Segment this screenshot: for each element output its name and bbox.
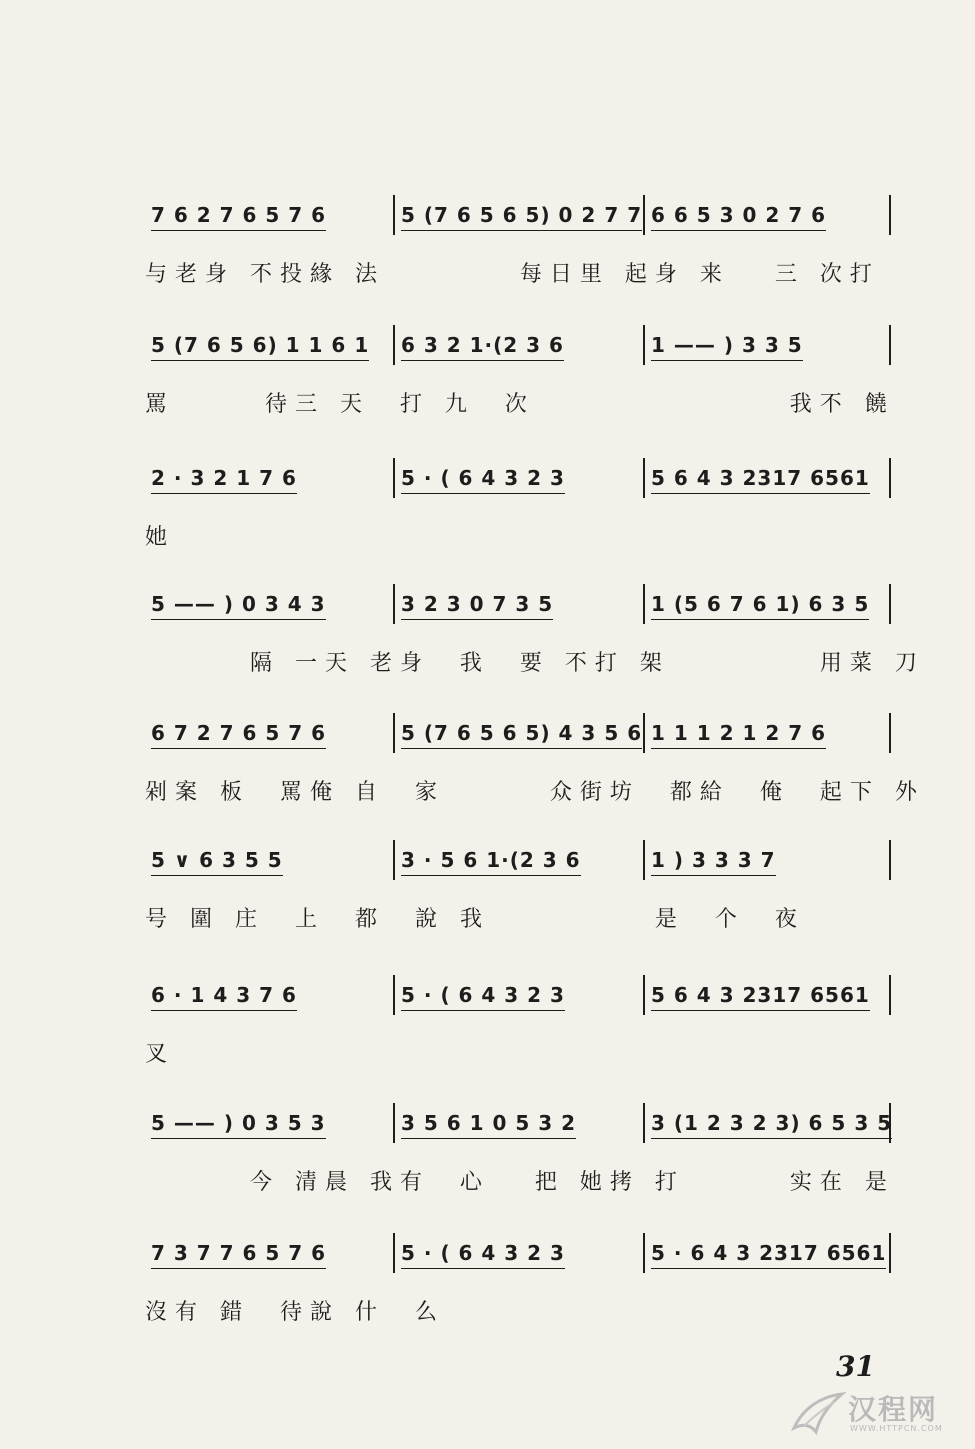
watermark-brand: 汉程网 <box>848 1393 939 1426</box>
notes: 5 ∨ 6 3 5 5 <box>151 848 283 872</box>
score-system <box>145 325 895 427</box>
measure <box>395 458 645 498</box>
measure <box>395 195 645 235</box>
notes: 7 3 7 7 6 5 7 6 <box>151 1241 327 1265</box>
notation-line <box>145 325 895 387</box>
measure <box>395 1233 645 1273</box>
measure <box>145 840 395 880</box>
notes: 1 —— ) 3 3 5 <box>651 333 803 357</box>
measure <box>645 840 891 880</box>
notes: 5 (7 6 5 6) 1 1 6 1 <box>151 333 370 357</box>
notes: 5 · ( 6 4 3 2 3 <box>401 466 565 490</box>
notes: 3 (1 2 3 2 3) 6 5 3 5 <box>651 1111 893 1135</box>
bird-logo-icon <box>790 1388 846 1440</box>
notes: 3 2 3 0 7 3 5 <box>401 592 554 616</box>
lyrics-line: 今 清晨 我有 心 把 她拷 打 实在 是 <box>145 1170 895 1195</box>
measure <box>645 195 891 235</box>
score-system <box>145 195 895 297</box>
score-system <box>145 1103 895 1205</box>
lyrics-line: 她 <box>145 525 176 550</box>
notation-line <box>145 1233 895 1295</box>
lyrics-line: 沒有 錯 待說 什 么 <box>145 1300 445 1325</box>
score-system <box>145 584 925 686</box>
score-system <box>145 458 895 560</box>
measure <box>145 458 395 498</box>
notes: 5 6 4 3 2317 6561 <box>651 983 870 1007</box>
notation-line <box>145 713 895 775</box>
measure <box>645 1103 891 1143</box>
measure <box>145 975 395 1015</box>
notation-line <box>145 975 895 1037</box>
lyrics-line: 罵 待三 天 打 九 次 我不 饒 <box>145 392 895 417</box>
notes: 3 · 5 6 1·(2 3 6 <box>401 848 581 872</box>
measure <box>395 713 645 753</box>
notes: 5 · ( 6 4 3 2 3 <box>401 983 565 1007</box>
notes: 1 1 1 2 1 2 7 6 <box>651 721 827 745</box>
notes: 5 6 4 3 2317 6561 <box>651 466 870 490</box>
notes: 1 ) 3 3 3 7 <box>651 848 776 872</box>
measure <box>645 458 891 498</box>
measure <box>145 1233 395 1273</box>
notation-line <box>145 1103 895 1165</box>
notes: 6 3 2 1·(2 3 6 <box>401 333 564 357</box>
notes: 6 6 5 3 0 2 7 6 <box>651 203 827 227</box>
notes: 6 · 1 4 3 7 6 <box>151 983 297 1007</box>
notes: 5 (7 6 5 6 5) 4 3 5 6 <box>401 721 643 745</box>
measure <box>145 325 395 365</box>
notation-line <box>145 458 895 520</box>
measure <box>395 1103 645 1143</box>
notes: 1 (5 6 7 6 1) 6 3 5 <box>651 592 870 616</box>
notes: 5 —— ) 0 3 4 3 <box>151 592 326 616</box>
lyrics-line: 剁案 板 罵俺 自 家 众街坊 都給 俺 起下 外 <box>145 780 925 805</box>
notes: 2 · 3 2 1 7 6 <box>151 466 297 490</box>
notes: 3 5 6 1 0 5 3 2 <box>401 1111 577 1135</box>
notes: 5 —— ) 0 3 5 3 <box>151 1111 326 1135</box>
score-system <box>145 713 925 815</box>
watermark-url: WWW.HTTPCN.COM <box>850 1424 943 1433</box>
measure <box>395 584 645 624</box>
measure <box>145 713 395 753</box>
score-system <box>145 840 895 942</box>
notation-line <box>145 195 895 257</box>
measure <box>145 195 395 235</box>
notation-line <box>145 840 895 902</box>
measure <box>395 325 645 365</box>
notes: 6 7 2 7 6 5 7 6 <box>151 721 327 745</box>
score-system <box>145 1233 895 1335</box>
measure <box>645 713 891 753</box>
measure <box>645 584 891 624</box>
measure <box>395 840 645 880</box>
notes: 5 · ( 6 4 3 2 3 <box>401 1241 565 1265</box>
measure <box>645 975 891 1015</box>
lyrics-line: 号 圍 庄 上 都 說 我 是 个 夜 <box>145 907 805 932</box>
watermark <box>790 1388 950 1440</box>
notation-line <box>145 584 895 646</box>
measure <box>395 975 645 1015</box>
lyrics-line: 隔 一天 老身 我 要 不打 架 用菜 刀 <box>145 651 925 676</box>
page-number: 31 <box>836 1350 875 1383</box>
measure <box>645 325 891 365</box>
notes: 5 · 6 4 3 2317 6561 <box>651 1241 887 1265</box>
measure <box>145 1103 395 1143</box>
score-system <box>145 975 895 1077</box>
notes: 7 6 2 7 6 5 7 6 <box>151 203 327 227</box>
lyrics-line: 与老身 不投緣 法 每日里 起身 来 三 次打 <box>145 262 880 287</box>
notes: 5 (7 6 5 6 5) 0 2 7 7 <box>401 203 643 227</box>
measure <box>145 584 395 624</box>
lyrics-line: 叉 <box>145 1042 176 1067</box>
measure <box>645 1233 891 1273</box>
